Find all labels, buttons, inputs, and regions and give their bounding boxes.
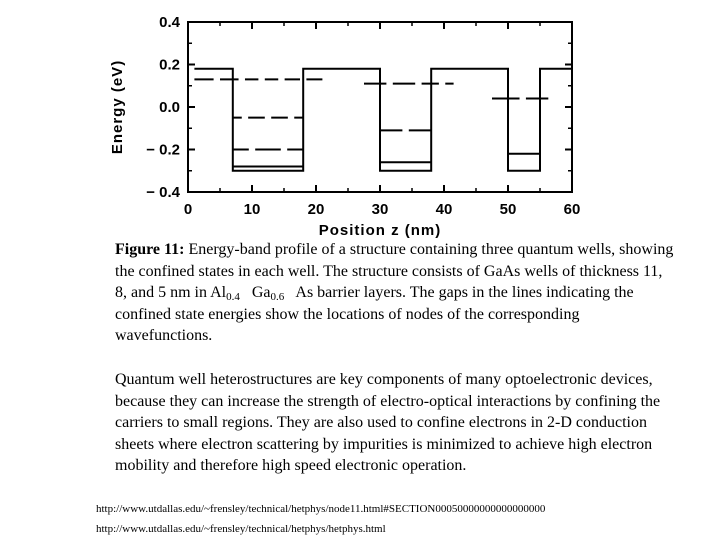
- energy-band-chart: [0, 0, 720, 240]
- figure-caption: [115, 239, 675, 347]
- x-tick-label: 30: [371, 201, 389, 218]
- tick-labels: [146, 14, 580, 218]
- source-link-node11[interactable]: http://www.utdallas.edu/~frensley/technical/hetphys/node11.html#SECTION00050000000000000000: [96, 503, 546, 515]
- y-axis-title: Energy (eV): [109, 59, 126, 155]
- caption-sub-al: 0.4: [226, 291, 240, 303]
- y-tick-label: 0.4: [159, 14, 180, 31]
- body-paragraph: Quantum well heterostructures are key components of many optoelectronic devices, because they can increase the strength of electro-optical interactions by confining the carriers to small regions. They are also used to confine electrons in 2-D conduction sheets where electron scattering by impurities is minimized to achieve high electron mobility and therefore high speed electronic operation.: [115, 371, 661, 474]
- x-tick-label: 40: [435, 201, 453, 218]
- caption-label: Figure 11:: [115, 241, 185, 258]
- x-tick-label: 10: [243, 201, 261, 218]
- x-tick-label: 60: [563, 201, 581, 218]
- x-tick-label: 0: [183, 201, 193, 218]
- source-link-hetphys[interactable]: http://www.utdallas.edu/~frensley/technical/hetphys/hetphys.html: [96, 523, 386, 535]
- y-tick-label: 0.0: [159, 99, 180, 116]
- y-tick-label: 0.2: [159, 56, 180, 74]
- data-series: [194, 69, 572, 171]
- x-axis-title: Position z (nm): [318, 222, 442, 239]
- caption-text-ga: Ga: [239, 284, 271, 301]
- caption-text-1: Energy-band profile of a structure containing three quantum wells, showing the confined states in each well. The structure consists of GaAs wells of thickness 11, 8, and 5 nm in Al: [115, 241, 674, 301]
- x-tick-label: 50: [499, 201, 517, 218]
- y-tick-label: − 0.4: [146, 184, 180, 201]
- y-tick-label: − 0.2: [146, 141, 180, 159]
- caption-text-2: As barrier layers. The gaps in the lines indicating the confined state energies show the locations of nodes of the corresponding wavefunctions.: [115, 284, 638, 344]
- caption-sub-ga: 0.6: [270, 291, 285, 303]
- x-tick-label: 20: [307, 201, 325, 218]
